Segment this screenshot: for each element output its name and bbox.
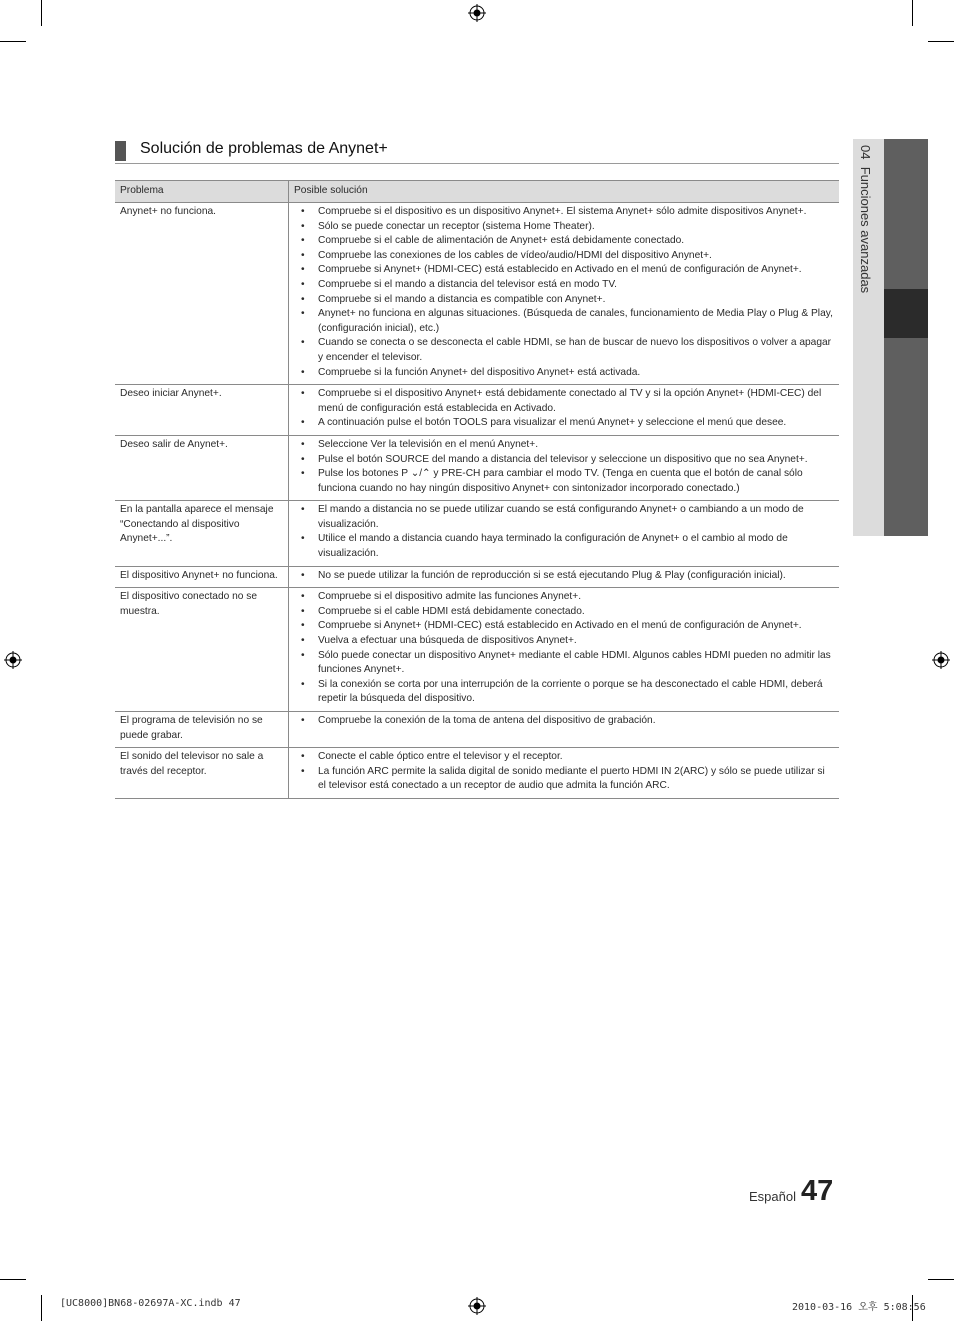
chapter-title: Funciones avanzadas: [858, 166, 873, 294]
solution-cell: [289, 588, 840, 712]
solution-cell: [289, 712, 840, 748]
problem-cell: El dispositivo conectado no se muestra.: [115, 588, 289, 712]
section-heading: [115, 139, 839, 164]
table-row: [115, 435, 839, 500]
solution-item: • A continuación pulse el botón TOOLS para visualizar el menú Anynet+ y seleccione el menú que desee.: [294, 416, 834, 431]
table-row: [115, 385, 839, 436]
solution-item: • Compruebe las conexiones de los cables de vídeo/audio/HDMI del dispositivo Anynet+.: [294, 249, 834, 264]
page-number: 47: [801, 1175, 834, 1207]
solution-cell: [289, 203, 840, 385]
problem-cell: Deseo salir de Anynet+.: [115, 435, 289, 500]
table-row: [115, 203, 839, 385]
solution-cell: [289, 501, 840, 566]
table-row: [115, 748, 839, 799]
solution-item: • El mando a distancia no se puede utilizar cuando se está configurando Anynet+ o cambiando a un modo de visualización.: [294, 503, 834, 532]
problem-cell: Anynet+ no funciona.: [115, 203, 289, 385]
registration-mark-icon: [932, 651, 950, 669]
table-header-row: [115, 181, 839, 203]
solution-item: • Compruebe si el dispositivo es un dispositivo Anynet+. El sistema Anynet+ sólo admite dispositivos Anynet+.: [294, 205, 834, 220]
solution-cell: [289, 566, 840, 588]
table-row: [115, 712, 839, 748]
solution-item: • Sólo se puede conectar un receptor (sistema Home Theater).: [294, 220, 834, 235]
problem-cell: En la pantalla aparece el mensaje “Conectando al dispositivo Anynet+...”.: [115, 501, 289, 566]
solution-item: • Pulse los botones P ⌄/⌃ y PRE-CH para cambiar el modo TV. (Tenga en cuenta que el botón de canal sólo funciona cuando no hay ningún dispositivo Anynet+ con sintonizador incorporado conectado.): [294, 467, 834, 496]
solution-item: • Seleccione Ver la televisión en el menú Anynet+.: [294, 438, 834, 453]
footer-language: Español: [749, 1189, 796, 1204]
solution-item: • Compruebe si el dispositivo Anynet+ está debidamente conectado al TV y si la opción Anynet+ (HDMI-CEC) del menú de configuración está establecida en Activado.: [294, 387, 834, 416]
crop-mark: [928, 41, 954, 42]
solution-item: • Si la conexión se corta por una interrupción de la corriente o porque se ha desconectado el cable HDMI, deberá repetir la búsqueda del dispositivo.: [294, 678, 834, 707]
solution-item: • Anynet+ no funciona en algunas situaciones. (Búsqueda de canales, funcionamiento de Media Play o Plug & Play, (configuración inicial), etc.): [294, 307, 834, 336]
chapter-tab-label: [858, 145, 873, 293]
section-marker: [115, 141, 126, 161]
print-slug-timestamp: 2010-03-16 오후 5:08:56: [792, 1302, 926, 1313]
registration-mark-icon: [4, 651, 22, 669]
solution-item: • Conecte el cable óptico entre el televisor y el receptor.: [294, 750, 834, 765]
solution-item: • Utilice el mando a distancia cuando haya terminado la configuración de Anynet+ o el cambio al modo de visualización.: [294, 532, 834, 561]
solution-item: • Pulse el botón SOURCE del mando a distancia del televisor y seleccione un dispositivo que no sea Anynet+.: [294, 453, 834, 468]
solution-item: • Compruebe si el dispositivo admite las funciones Anynet+.: [294, 590, 834, 605]
crop-mark: [0, 41, 26, 42]
problem-cell: Deseo iniciar Anynet+.: [115, 385, 289, 436]
table-row: [115, 501, 839, 566]
table-row: [115, 588, 839, 712]
solution-item: • Compruebe si el mando a distancia es compatible con Anynet+.: [294, 293, 834, 308]
problem-cell: El programa de televisión no se puede grabar.: [115, 712, 289, 748]
solution-item: • Compruebe si el cable HDMI está debidamente conectado.: [294, 605, 834, 620]
crop-mark: [41, 0, 42, 26]
solution-item: • Cuando se conecta o se desconecta el cable HDMI, se han de buscar de nuevo los dispositivos o volver a apagar y encender el televisor.: [294, 336, 834, 365]
column-header-solution: Posible solución: [289, 181, 840, 203]
registration-mark-icon: [468, 1297, 486, 1315]
chapter-number: 04: [858, 145, 873, 160]
solution-cell: [289, 748, 840, 799]
solution-item: • Sólo puede conectar un dispositivo Anynet+ mediante el cable HDMI. Algunos cables HDMI pueden no admitir las funciones Anynet+.: [294, 649, 834, 678]
crop-mark: [41, 1295, 42, 1321]
solution-item: • No se puede utilizar la función de reproducción si se está ejecutando Plug & Play (configuración inicial).: [294, 569, 834, 584]
problem-cell: El dispositivo Anynet+ no funciona.: [115, 566, 289, 588]
solution-item: • Compruebe si el mando a distancia del televisor está en modo TV.: [294, 278, 834, 293]
solution-item: • La función ARC permite la salida digital de sonido mediante el puerto HDMI IN 2(ARC) y sólo se puede utilizar si el televisor está conectado a un receptor de audio que admita la función ARC.: [294, 765, 834, 794]
solution-item: • Compruebe si el cable de alimentación de Anynet+ está debidamente conectado.: [294, 234, 834, 249]
troubleshooting-table: [115, 180, 839, 799]
column-header-problem: Problema: [115, 181, 289, 203]
solution-item: • Compruebe si la función Anynet+ del dispositivo Anynet+ está activada.: [294, 366, 834, 381]
table-row: [115, 566, 839, 588]
crop-mark: [912, 0, 913, 26]
crop-mark: [0, 1279, 26, 1280]
registration-mark-icon: [468, 4, 486, 22]
solution-item: • Vuelva a efectuar una búsqueda de dispositivos Anynet+.: [294, 634, 834, 649]
section-title: Solución de problemas de Anynet+: [140, 140, 388, 157]
solution-cell: [289, 385, 840, 436]
solution-item: • Compruebe la conexión de la toma de antena del dispositivo de grabación.: [294, 714, 834, 729]
chapter-tab-active-marker: [884, 289, 928, 338]
problem-cell: El sonido del televisor no sale a través del receptor.: [115, 748, 289, 799]
print-slug-file: [UC8000]BN68-02697A-XC.indb 47: [60, 1298, 241, 1309]
solution-cell: [289, 435, 840, 500]
solution-item: • Compruebe si Anynet+ (HDMI-CEC) está establecido en Activado en el menú de configuración de Anynet+.: [294, 263, 834, 278]
solution-item: • Compruebe si Anynet+ (HDMI-CEC) está establecido en Activado en el menú de configuración de Anynet+.: [294, 619, 834, 634]
crop-mark: [928, 1279, 954, 1280]
